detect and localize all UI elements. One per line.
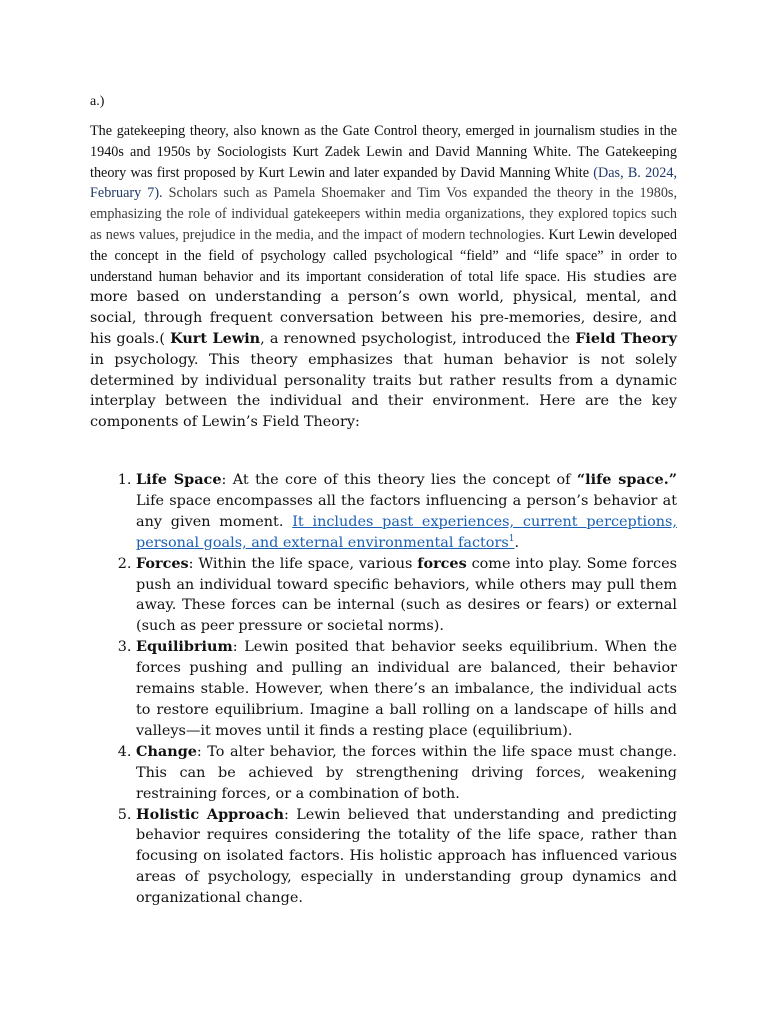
list-text: . [514,534,520,551]
citation: (Das, B. 2024, February 7). [90,164,677,202]
list-text: Life space encompasses all the factors influencing a person’s behavior at any given moment. [136,492,677,530]
intro-text-3: Kurt Lewin developed the concept in the field of psychology called psychological “field” and “life space” in order to understand human behavior and its important consideration of total life space. His [90,226,677,285]
term-holistic-approach: Holistic Approach [136,805,284,823]
bold-forces: forces [417,554,467,572]
term-forces: Forces [136,554,189,572]
bold-field-theory: Field Theory [575,329,677,347]
term-equilibrium: Equilibrium [136,638,233,656]
intro-text-2: Scholars such as Pamela Shoemaker and Tim Vos expanded the theory in the 1980s, emphasizing the role of individual gatekeepers within media organizations, they explored topics such as news values, prejudice in the media, and the impact of modern technologies. [90,185,677,243]
list-text: : Within the life space, various [188,555,418,572]
list-text: : At the core of this theory lies the concept of [221,472,577,488]
term-life-space: Life Space [136,471,222,488]
list-item [136,742,677,805]
list-text: : Lewin believed that understanding and predicting behavior requires considering the totality of the life space, rather than focusing on isolated factors. His holistic approach has influenced various areas of psychology, especially in understanding group dynamics and organizational change. [136,806,677,907]
list-item [136,554,677,638]
term-change: Change [136,742,197,760]
intro-text-1: The gatekeeping theory, also known as the Gate Control theory, emerged in journalism studies in the 1940s and 1950s by Sociologists Kurt Zadek Lewin and David Manning White. The Gatekeeping theory was first proposed by Kurt Lewin and later expanded by David Manning White [90,123,677,181]
intro-text-6: in psychology. This theory emphasizes that human behavior is not solely determined by individual personality traits but rather results from a dynamic interplay between the individual and their environment. Here are the key components of Lewin’s Field Theory: [90,351,677,431]
list-text: : To alter behavior, the forces within the life space must change. This can be achieved by strengthening driving forces, weakening restraining forces, or a combination of both. [136,743,677,802]
list-text: come into play. Some forces push an individual toward specific behaviors, while others may pull them away. These forces can be internal (such as desires or fears) or external (such as peer pressure or societal norms). [136,555,677,635]
section-label: a.) [90,94,105,109]
bold-life-space-quote: “life space.” [576,471,677,488]
intro-paragraph [90,121,677,433]
link-text[interactable]: It includes past experiences, current perceptions, personal goals, and external environmental factors [136,513,678,551]
list-item [136,805,677,910]
intro-text-4: studies are more based on understanding a person’s own world, physical, mental, and social, through frequent conversation between his pre-memories, desire, and his goals.( [90,268,678,347]
list-item [136,470,677,554]
list-item [136,637,677,742]
intro-text-5: , a renowned psychologist, introduced the [260,330,576,347]
bold-kurt-lewin: Kurt Lewin [170,329,261,347]
footnote-marker[interactable]: 1 [508,533,515,544]
list-text: : Lewin posited that behavior seeks equilibrium. When the forces pushing and pulling an individual are balanced, their behavior remains stable. However, when there’s an imbalance, the individual acts to restore equilibrium. Imagine a ball rolling on a landscape of hills and valleys—it moves until it finds a resting place (equilibrium). [136,639,677,739]
field-theory-components-list [90,470,677,909]
